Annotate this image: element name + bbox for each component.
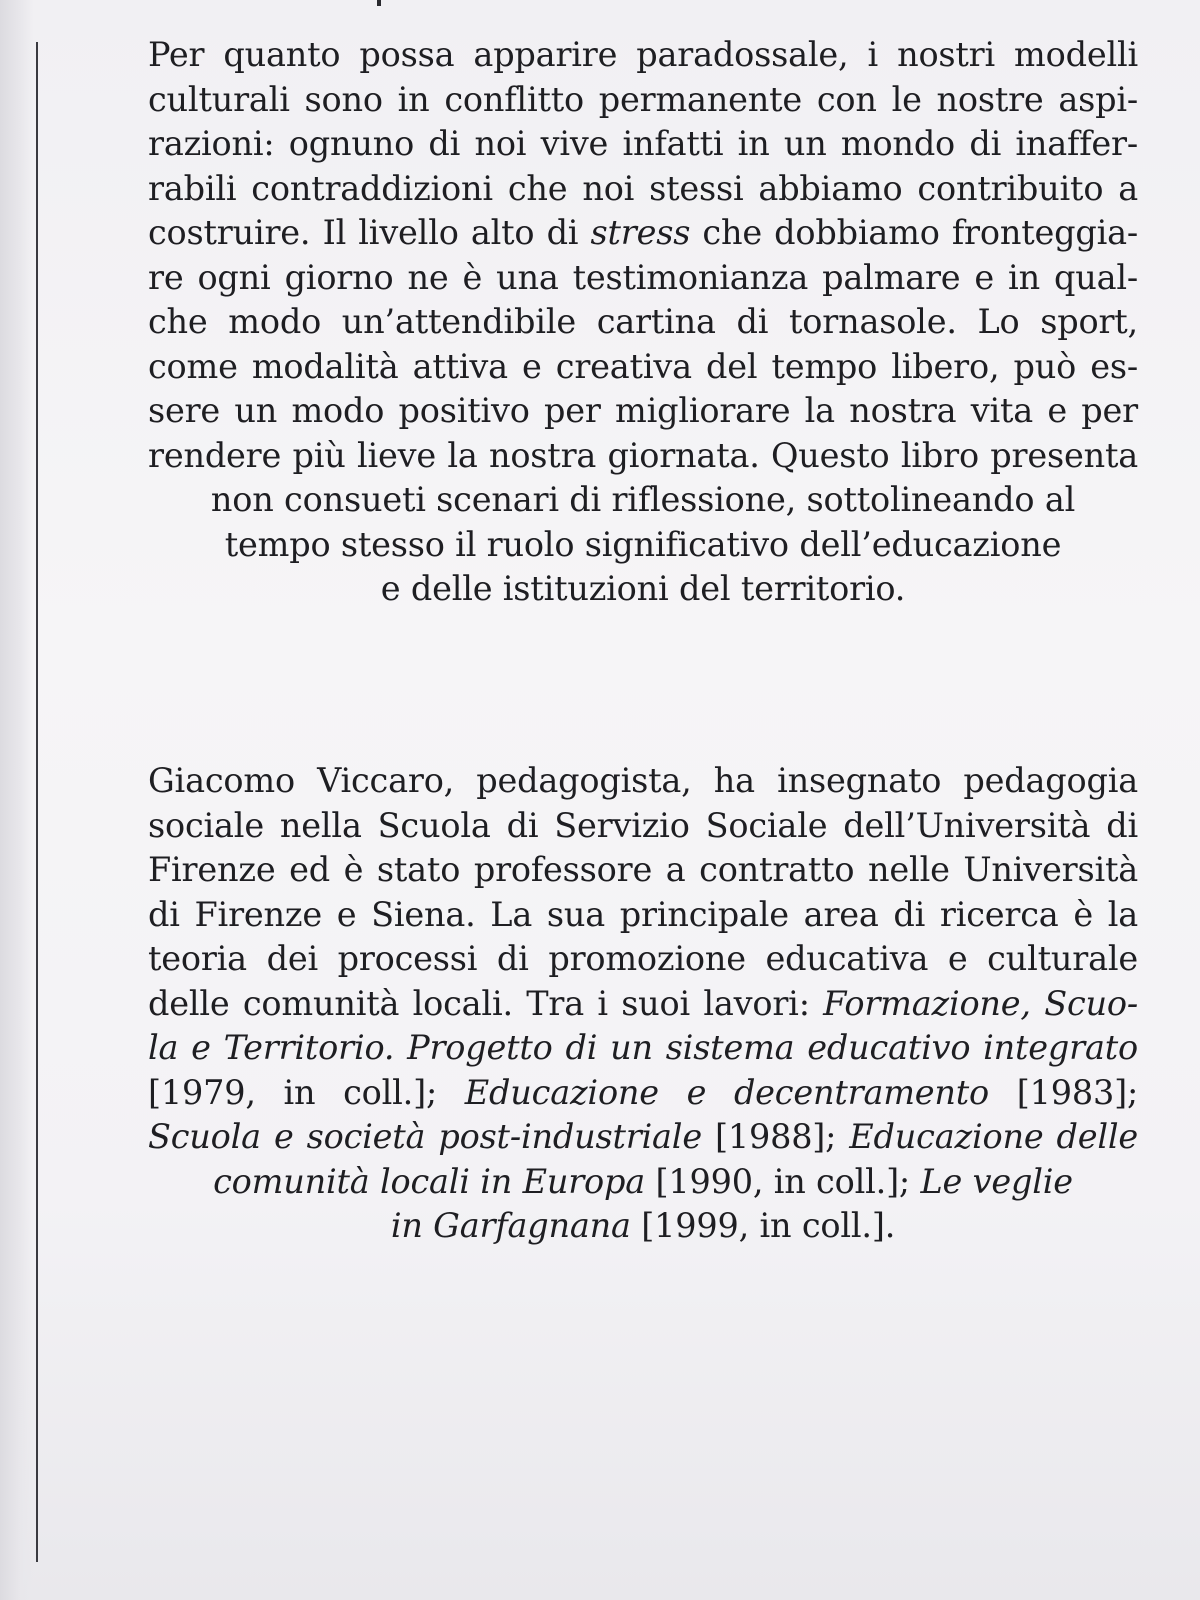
bio-line (148, 982, 1138, 1027)
book-blurb (148, 33, 1138, 612)
bio-line: teoria dei processi di promozione educativa e culturale (148, 939, 1138, 978)
stress-italic: stress (590, 213, 691, 252)
blurb-line: sere un modo positivo per migliorare la nostra vita e per (148, 391, 1138, 430)
blurb-line (148, 211, 1138, 256)
book-title: comunità locali in Europa (213, 1161, 646, 1201)
bio-text: [1999, in coll.]. (641, 1206, 896, 1245)
blurb-line: razioni: ognuno di noi vive infatti in un mondo di inaffer- (148, 124, 1138, 163)
bio-text: [1979, in coll.]; (148, 1072, 438, 1112)
book-title: Educazione delle (849, 1117, 1138, 1156)
bio-text: delle comunità locali. Tra i suoi lavori: (148, 983, 810, 1023)
blurb-line: e delle istituzioni del territorio. (380, 569, 906, 608)
blurb-line: rendere più lieve la nostra giornata. Questo libro presenta (148, 435, 1138, 475)
blurb-line: rabili contraddizioni che noi stessi abbiamo contribuito a (148, 168, 1138, 208)
bio-line (148, 1204, 1138, 1249)
book-title: Formazione, Scuo- (823, 983, 1138, 1023)
book-title: in Garfagnana (390, 1206, 631, 1245)
book-title: Educazione e decentramento (464, 1072, 990, 1112)
blurb-text: costruire. Il livello alto di (148, 213, 579, 252)
blurb-line: che modo un’attendibile cartina di tornasole. Lo sport, (148, 302, 1138, 341)
bio-text: [1983]; (1016, 1072, 1139, 1112)
bio-line: di Firenze e Siena. La sua principale area di ricerca è la (148, 894, 1138, 934)
bio-line (148, 1115, 1138, 1160)
bio-line: Giacomo Viccaro, pedagogista, ha insegnato pedagogia (148, 761, 1138, 800)
blurb-line: Per quanto possa apparire paradossale, i nostri modelli (148, 35, 1138, 74)
bio-text: [1988]; (714, 1117, 837, 1156)
blurb-text: che dobbiamo fronteggia- (702, 213, 1138, 252)
margin-rule (36, 42, 38, 1562)
blurb-line: come modalità attiva e creativa del tempo libero, può es- (148, 346, 1138, 386)
book-title-line: la e Territorio. Progetto di un sistema educativo integrato (148, 1028, 1138, 1067)
bio-line: sociale nella Scuola di Servizio Sociale dell’Università di (148, 805, 1138, 845)
bio-line (148, 1071, 1138, 1116)
book-title: Le veglie (920, 1161, 1073, 1201)
blurb-line: re ogni giorno ne è una testimonianza palmare e in qual- (148, 257, 1138, 297)
bio-text: [1990, in coll.]; (655, 1161, 911, 1201)
top-mark (377, 0, 381, 6)
book-title: Scuola e società post-industriale (148, 1117, 702, 1156)
blurb-line: tempo stesso il ruolo significativo dell’educazione (224, 524, 1062, 564)
blurb-line: culturali sono in conflitto permanente con le nostre aspi- (148, 79, 1138, 119)
blurb-line: non consueti scenari di riflessione, sottolineando al (210, 480, 1076, 519)
bio-line: Firenze ed è stato professore a contratto nelle Università (148, 850, 1138, 889)
author-bio (148, 759, 1138, 1249)
page-edge-shadow (0, 0, 34, 1600)
bio-line (148, 1160, 1138, 1205)
